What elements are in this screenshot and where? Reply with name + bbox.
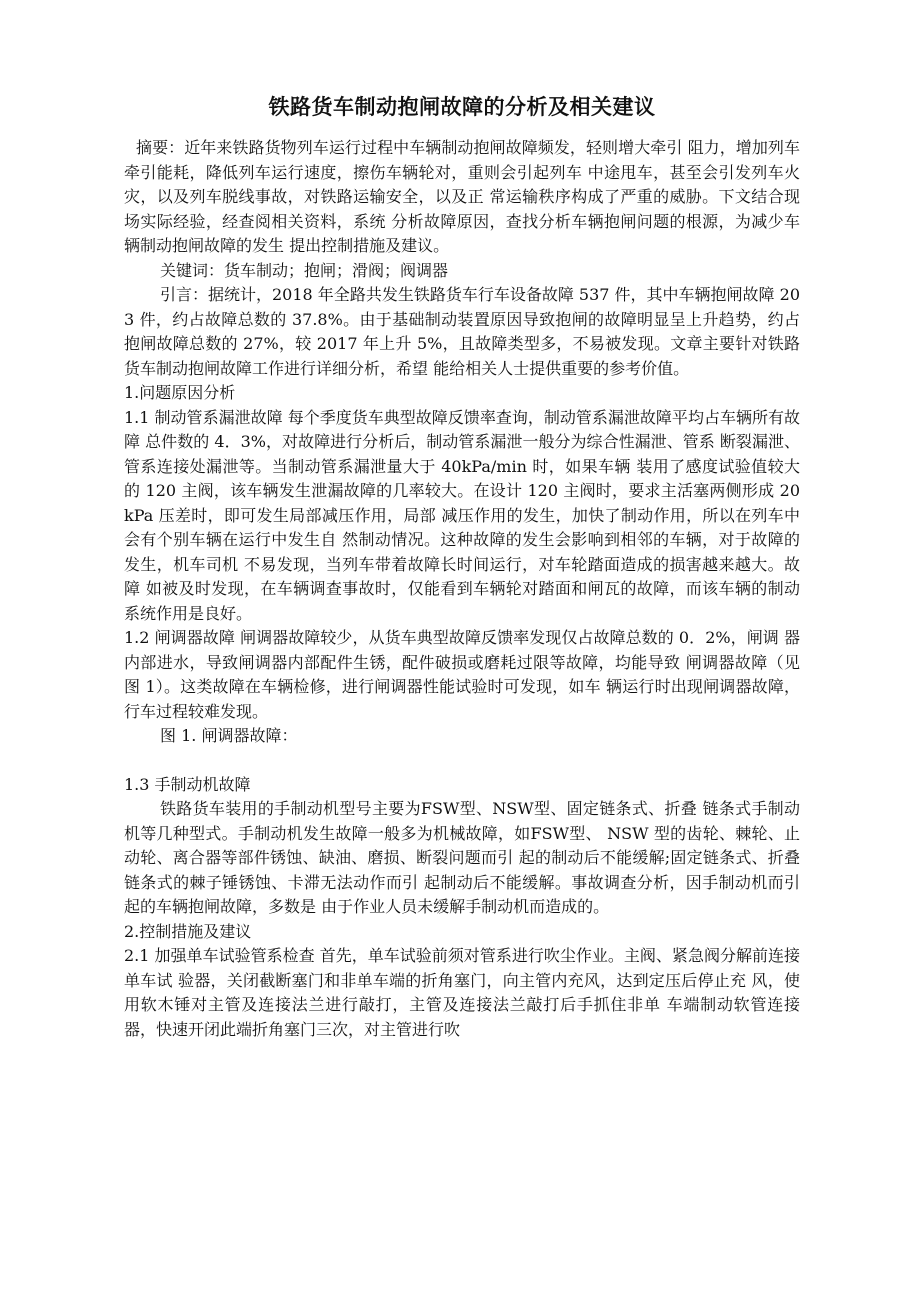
- section-1-1-paragraph: 1.1 制动管系漏泄故障 每个季度货车典型故障反馈率查询，制动管系漏泄故障平均占车辆所有故障 总件数的 4．3%，对故障进行分析后，制动管系漏泄一般分为综合性漏泄、管系 断裂漏泄、管系连接处漏泄等。当制动管系漏泄量大于 40kPa/min 时，如果车辆 装用了感度试验值较大的 120 主阀，该车辆发生泄漏故障的几率较大。在设计 120 主阀时，要求主活塞两侧形成 20kPa 压差时，即可发生局部减压作用，局部 减压作用的发生，加快了制动作用，所以在列车中会有个别车辆在运行中发生自 然制动情况。这种故障的发生会影响到相邻的车辆，对于故障的发生，机车司机 不易发现，当列车带着故障长时间运行，对车轮踏面造成的损害越来越大。故障 如被及时发现，在车辆调查事故时，仅能看到车辆轮对踏面和闸瓦的故障，而该车辆的制动系统作用是良好。: [124, 407, 800, 623]
- section-1-heading: 1.问题原因分析: [124, 383, 236, 402]
- figure-1-placeholder: [124, 749, 800, 773]
- keywords-line: 关键词：货车制动；抱闸；滑阀；阀调器: [160, 260, 449, 280]
- page-title: 铁路货车制动抱闸故障的分析及相关建议: [268, 94, 656, 119]
- section-1-2-paragraph: 1.2 闸调器故障 闸调器故障较少，从货车典型故障反馈率发现仅占故障总数的 0．2%，闸调 器内部进水，导致闸调器内部配件生锈，配件破损或磨耗过限等故障，均能导致 闸调器故障（见图 1）。这类故障在车辆检修，进行闸调器性能试验时可发现，如车 辆运行时出现闸调器故障，行车过程较难发现。: [124, 628, 800, 721]
- section-2-heading: 2.控制措施及建议: [124, 921, 252, 941]
- document-body: [124, 92, 800, 1042]
- abstract-paragraph: 摘要：近年来铁路货物列车运行过程中车辆制动抱闸故障频发，轻则增大牵引 阻力，增加列车牵引能耗，降低列车运行速度，擦伤车辆轮对，重则会引起列车 中途甩车，甚至会引发列车火灾，以及列车脱线事故，对铁路运输安全，以及正 常运输秩序构成了严重的威胁。下文结合现场实际经验，经查阅相关资料，系统 分析故障原因，查找分析车辆抱闸问题的根源，为减少车辆制动抱闸故障的发生 提出控制措施及建议。: [124, 138, 800, 255]
- section-2-1-paragraph: 2.1 加强单车试验管系检查 首先，单车试验前须对管系进行吹尘作业。主阀、紧急阀分解前连接单车试 验器，关闭截断塞门和非单车端的折角塞门，向主管内充风，达到定压后停止充 风，使用软木锤对主管及连接法兰进行敲打，主管及连接法兰敲打后手抓住非单 车端制动软管连接器，快速开闭此端折角塞门三次，对主管进行吹: [124, 946, 800, 1039]
- figure-1-caption: 图 1. 闸调器故障：: [160, 726, 298, 745]
- section-1-3-heading: 1.3 手制动机故障: [124, 774, 251, 794]
- section-1-3-paragraph: 铁路货车装用的手制动机型号主要为FSW型、NSW型、固定链条式、折叠 链条式手制动机等几种型式。手制动机发生故障一般多为机械故障，如FSW型、 NSW 型的齿轮、棘轮、止动轮、离合器等部件锈蚀、缺油、磨损、断裂问题而引 起的制动后不能缓解;固定链条式、折叠链条式的棘子锤锈蚀、卡滞无法动作而引 起制动后不能缓解。事故调查分析，因手制动机而引起的车辆抱闸故障，多数是 由于作业人员未缓解手制动机而造成的。: [124, 799, 800, 916]
- intro-paragraph: 引言：据统计，2018 年全路共发生铁路货车行车设备故障 537 件，其中车辆抱闸故障 203 件，约占故障总数的 37.8%。由于基础制动装置原因导致抱闸的故障明显呈上升趋势，约占抱闸故障总数的 27%，较 2017 年上升 5%，且故障类型多，不易被发现。文章主要针对铁路货车制动抱闸故障工作进行详细分析，希望 能给相关人士提供重要的参考价值。: [124, 285, 800, 378]
